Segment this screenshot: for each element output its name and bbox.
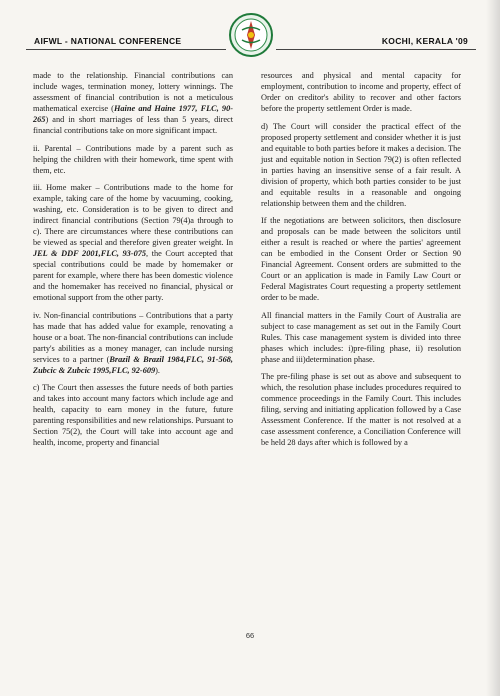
header-rule-left [26, 49, 226, 50]
paragraph-text: If the negotiations are between solicitors, then disclosure and proposals can be made between the solicitors until either a result is reached or where the parties' agreement can be embodied in the Consent Order or Section 90 Financial Agreement. Consent orders are submitted to the Court or an application is made in Family Law Court or Federal Magistrates Court requesting a property settlement order to be made. [261, 216, 461, 302]
paragraph-text: c) The Court then assesses the future needs of both parties and takes into account many factors which include age and health, capacity to earn money in the future, future parenting responsibilities and new relationships. Pursuant to Section 75(2), the Court will take into account age and health, income, property and financial [33, 383, 233, 447]
paragraph [33, 143, 233, 176]
paragraph-text: iii. Home maker – Contributions made to the home for example, taking care of the home by vacuuming, cooking, washing, etc. Consideration is to be given to direct and indirect financial contributions (Section 79(4)a through to c). There are circumstances where these contributions can be viewed as special and therefore given greater weight. In [33, 183, 233, 247]
left-text-column [33, 70, 233, 455]
page-edge-shadow [486, 0, 500, 696]
paragraph-text: d) The Court will consider the practical effect of the proposed property settlement and consider whether it is just and equitable to both parties before it makes a decision. The just and equitable notion in Section 79(2) is often reflected in parties having an insensitive sense of a fair result. A division of property, which both parties consider to be just and equitable results in a reasonable and ongoing relationship between them and the children. [261, 121, 461, 208]
paragraph-text: resources and physical and mental capacity for employment, contribution to income and property, effect of Order on creditor's ability to recover and other factors before the property settlement Order is made. [261, 71, 461, 113]
paragraph [33, 382, 233, 448]
paragraph-text: , the Court accepted that special contributions could be made by homemaker or parent for example, where there has been domestic violence and the homemaker has received no financial, physical or emotional support from the other party. [33, 249, 233, 302]
paragraph [261, 121, 461, 209]
paragraph-text: ) and in short marriages of less than 5 years, direct financial contributions take on more significant impact. [33, 115, 233, 135]
case-citation: Brazil & Brazil 1984,FLC, 91-568, Zubcic & Zubcic 1995,FLC, 92-609 [33, 354, 233, 375]
paragraph [33, 310, 233, 376]
paragraph [261, 70, 461, 114]
paragraph-text: The pre-filing phase is set out as above and subsequent to which, the resolution phase includes procedures required to commence proceedings in the Family Court. This includes filing, serving and initiating application followed by a Case Assessment Conference. If the matter is not resolved at a case assessment conference, a Conciliation Conference will be held 28 days after which is followed by a [261, 372, 461, 447]
right-text-column [261, 70, 461, 455]
page-header [26, 12, 476, 62]
paragraph [261, 310, 461, 365]
conference-title: AIFWL - NATIONAL CONFERENCE [34, 36, 182, 46]
case-citation: Haine and Haine 1977, FLC, 90-265 [33, 104, 233, 124]
paragraph [261, 215, 461, 303]
paragraph-text: ii. Parental – Contributions made by a parent such as helping the children with their homework, time spent with them, etc. [33, 143, 233, 175]
paragraph [261, 371, 461, 448]
paragraph-text: All financial matters in the Family Court of Australia are subject to case management as set out in the Family Court Rules. This case management system is divided into three phases which includes: i)pre-filing phase, ii) resolution phase and iii)determination phase. [261, 310, 461, 364]
conference-location: KOCHI, KERALA '09 [381, 36, 468, 46]
conference-emblem-icon [228, 12, 274, 58]
paragraph-text: made to the relationship. Financial contributions can include wages, termination money, lottery winnings. The assessment of financial contribution is not a meticulous mathematical exercise ( [33, 71, 233, 113]
case-citation: JEL & DDF 2001,FLC, 93-075 [33, 249, 147, 258]
header-rule-right [276, 49, 476, 50]
paragraph [33, 70, 233, 136]
page-number: 66 [245, 631, 255, 640]
paragraph [33, 182, 233, 303]
paragraph-text: ). [155, 365, 160, 375]
text-columns [33, 70, 461, 610]
paragraph-text: iv. Non-financial contributions – Contributions that a party has made that has added value for example, renovating a house or a boat. The non-financial contributions can include party's abilities as a money manager, can include nursing services to a partner ( [33, 310, 233, 364]
